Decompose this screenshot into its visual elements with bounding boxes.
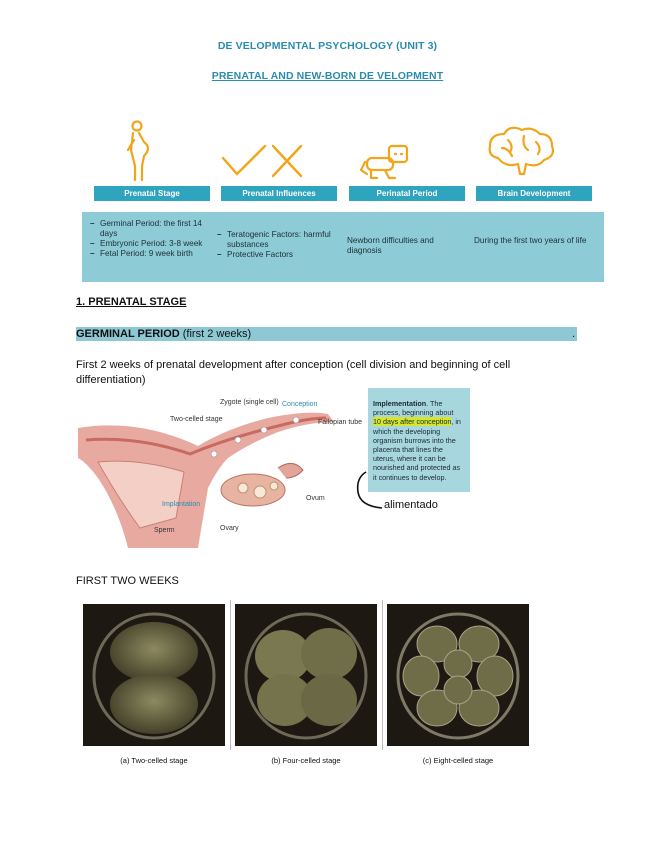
photo-two-celled — [83, 604, 225, 746]
brain-icon — [464, 118, 604, 184]
document-title: DE VELOPMENTAL PSYCHOLOGY (UNIT 3) — [217, 40, 438, 52]
annotation-bracket — [354, 470, 384, 514]
intro-paragraph: First 2 weeks of prenatal development after conception (cell division and beginning of cell differentiation) — [76, 359, 511, 386]
label-implantation: Implantation — [162, 501, 201, 508]
label-conception: Conception — [282, 401, 318, 408]
list-item: – Fetal Period: 9 week birth — [100, 249, 214, 259]
column-box — [464, 212, 604, 282]
column-label: Perinatal Period — [349, 186, 465, 201]
list-item: – Teratogenic Factors: harmful substances — [227, 230, 341, 250]
crawling-baby-icon — [337, 118, 477, 184]
section-heading: 1. PRENATAL STAGE — [76, 296, 187, 308]
label-two-celled: Two-celled stage — [170, 416, 223, 423]
photo-four-celled — [235, 604, 377, 746]
germinal-title: GERMINAL PERIOD — [76, 328, 180, 340]
label-ovum: Ovum — [306, 495, 325, 502]
column-box — [82, 212, 222, 282]
pregnant-woman-icon — [82, 118, 222, 184]
germinal-subtitle: (first 2 weeks) — [179, 328, 252, 340]
column-text: During the first two years of life — [474, 236, 587, 245]
list-item: – Germinal Period: the first 14 days — [100, 219, 214, 239]
label-zygote: Zygote (single cell) — [220, 399, 279, 406]
column-text: Newborn difficulties and diagnosis — [347, 236, 434, 255]
label-sperm: Sperm — [154, 527, 175, 534]
implementation-highlight: 10 days after conception — [373, 417, 452, 427]
caption: (a) Two-celled stage — [120, 756, 188, 765]
implementation-term: Implementation — [373, 399, 427, 408]
caption: (b) Four-celled stage — [271, 756, 341, 765]
column-label: Prenatal Stage — [94, 186, 210, 201]
column-box — [337, 212, 477, 282]
uterus-diagram — [78, 388, 366, 548]
caption: (c) Eight-celled stage — [422, 756, 494, 765]
first-two-weeks-heading: FIRST TWO WEEKS — [76, 575, 179, 587]
germinal-dot: . — [571, 328, 575, 340]
column-label: Brain Development — [476, 186, 592, 201]
uterus-illustration — [78, 388, 366, 548]
label-ovary: Ovary — [220, 525, 239, 532]
implementation-text-rest: , in which the developing organism burrows into the placenta that lines the uterus, where it can be nourished and protected as it continues to develop. — [373, 417, 461, 482]
label-fallopian: Fallopian tube — [318, 419, 362, 426]
list-item: – Embryonic Period: 3-8 week — [100, 239, 214, 249]
column-label: Prenatal Influences — [221, 186, 337, 201]
implementation-text: . The process, beginning about — [373, 399, 454, 418]
divider — [230, 600, 231, 750]
germinal-period-bar — [76, 327, 577, 341]
handwritten-note: alimentado — [384, 499, 438, 511]
check-cross-icon — [209, 118, 349, 184]
column-box — [209, 212, 349, 282]
list-item: – Protective Factors — [227, 250, 341, 260]
document-subtitle: PRENATAL AND NEW-BORN DE VELOPMENT — [211, 70, 444, 82]
photo-eight-celled — [387, 604, 529, 746]
divider — [382, 600, 383, 750]
